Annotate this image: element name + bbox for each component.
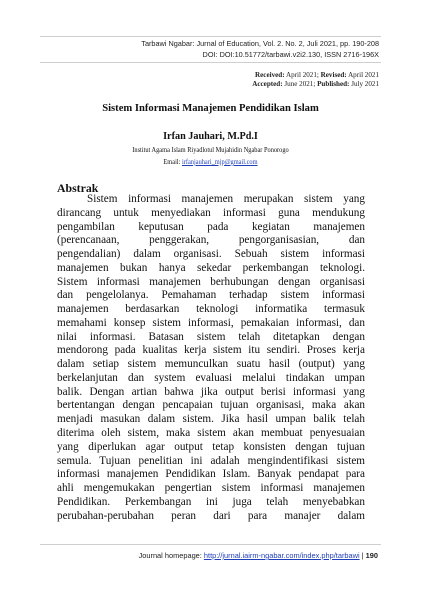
email-label: Email: <box>163 157 181 166</box>
abstract-line: menjadi masukan dalam sistem. Jika hasil umpan balik telah <box>57 413 365 426</box>
abstract-line: diterima oleh sistem, maka sistem akan membuat penyesuaian <box>57 427 365 440</box>
published-date: July 2021 <box>351 80 379 88</box>
published-label: Published: <box>317 80 350 88</box>
footer-separator: | <box>361 551 364 560</box>
author-affiliation: Institut Agama Islam Riyadlotul Mujahidin Ngabar Ponorogo <box>132 145 289 154</box>
abstract-line: mendorong pada kualitas kerja sistem itu sendiri. Proses kerja <box>57 344 365 357</box>
abstract-line: berkelanjutan dan system evaluasi melalui tindakan umpan <box>57 371 365 384</box>
journal-homepage-link[interactable]: http://jurnal.iairm-ngabar.com/index.php/tarbawi <box>203 551 360 560</box>
accepted-label: Accepted: <box>252 80 283 88</box>
journal-homepage-label: Journal homepage: <box>138 551 202 560</box>
author-name: Irfan Jauhari, M.Pd.I <box>163 131 258 142</box>
abstract-line: balik. Dengan artian bahwa jika output berisi informasi yang <box>57 385 365 398</box>
accepted-published-dates <box>252 80 379 89</box>
abstract-line: yang diperlukan agar output tetap konsisten dengan tujuan <box>57 440 365 453</box>
abstract-line: pengambilan keputusan pada kegiatan manajemen <box>57 220 365 233</box>
revised-date: April 2021 <box>348 71 379 79</box>
abstract-line: perubahan-perubahan peran dari para manajer dalam <box>57 509 365 522</box>
email-link[interactable]: irfanjauhari_mjp@gmail.com <box>181 157 258 166</box>
abstract-heading: Abstrak <box>57 181 99 195</box>
abstract-line: dalam setiap sistem memunculkan suatu hasil (output) yang <box>57 358 365 371</box>
header-bottom-rule <box>40 62 381 63</box>
page-footer <box>139 551 378 560</box>
accepted-date: June 2021; <box>284 80 316 88</box>
received-revised-dates <box>255 71 379 80</box>
page-number: 190 <box>365 551 378 560</box>
abstract-line: (perencanaan, penggerakan, pengorganisasian, dan <box>57 234 365 247</box>
abstract-body <box>57 193 365 523</box>
abstract-line: memahami konsep sistem informasi, pemakaian informasi, dan <box>57 316 365 329</box>
abstract-line: Pendidikan. Perkembangan ini juga telah menyebabkan <box>57 495 365 508</box>
abstract-line: manajemen bukan hanya sekedar perkembangan teknologi. <box>57 261 365 274</box>
abstract-line: ahli mengemukakan pengertian sistem informasi manajemen <box>57 482 365 495</box>
journal-citation: Tarbawi Ngabar: Jurnal of Education, Vol. 2. No. 2, Juli 2021, pp. 190-208 <box>141 39 379 48</box>
abstract-line: Sistem informasi manajemen berhubungan dengan organisasi <box>57 275 365 288</box>
abstract-line: dan pengelolanya. Pemahaman terhadap sistem informasi <box>57 289 365 302</box>
abstract-line: semula. Tujuan penelitian ini adalah mengindentifikasi sistem <box>57 454 365 467</box>
footer-rule <box>40 544 381 545</box>
abstract-line: pengendalian) dalam organisasi. Sebuah sistem informasi <box>57 248 365 261</box>
received-label: Received: <box>255 71 285 79</box>
article-title: Sistem Informasi Manajemen Pendidikan Islam <box>102 103 319 114</box>
abstract-line: dirancang untuk menyediakan informasi guna mendukung <box>57 206 365 219</box>
author-email <box>29 157 391 166</box>
abstract-line: Sistem informasi manajemen merupakan sistem yang <box>87 193 365 205</box>
doi-issn-line: DOI: DOI:10.51772/tarbawi.v2i2.130, ISSN 2716-196X <box>202 50 379 59</box>
received-date: April 2021; <box>285 71 319 79</box>
abstract-line: informasi manajemen Pendidikan Islam. Banyak pendapat para <box>57 468 365 481</box>
header-top-rule <box>40 36 381 37</box>
abstract-line: bertentangan dengan pencapaian tujuan organisasi, maka akan <box>57 399 365 412</box>
abstract-line: nilai informasi. Batasan sistem telah ditetapkan dengan <box>57 330 365 343</box>
revised-label: Revised: <box>320 71 347 79</box>
abstract-line: manajemen berdasarkan teknologi informatika termasuk <box>57 303 365 316</box>
